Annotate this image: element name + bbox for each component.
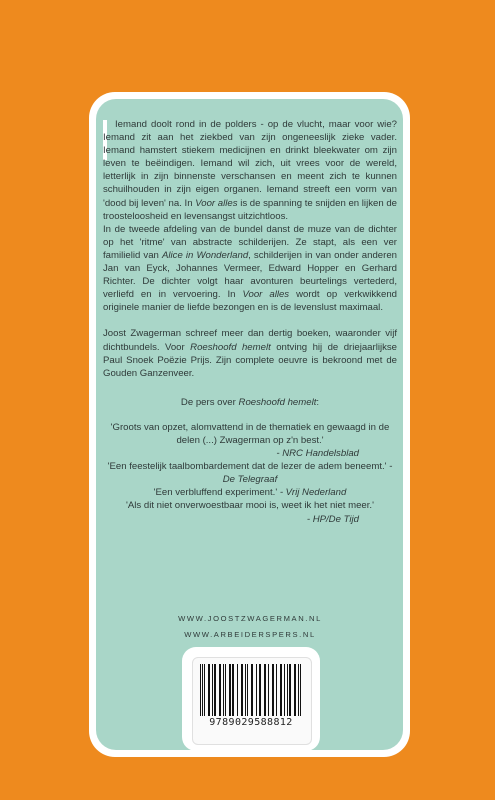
barcode-bar	[256, 664, 257, 716]
publisher-website: WWW.ARBEIDERSPERS.NL	[184, 630, 316, 639]
barcode-bar	[289, 664, 291, 716]
website-links	[103, 611, 397, 643]
barcode-bar	[247, 664, 248, 716]
barcode-bar	[276, 664, 277, 716]
press-quote: 'Een verbluffend experiment.' - Vrij Nederland	[153, 487, 347, 499]
barcode-bar	[208, 664, 210, 716]
blurb-paragraph-1: Iemand doolt rond in de polders - op de vlucht, maar voor wie? Iemand zit aan het ziekbed van zijn ongeneeslijk zieke vader. Iemand hamstert stiekem medicijnen en drinkt bleekwater om zijn leven te beëindigen. Iemand wil zich, uit vrees voor de wereld, letterlijk in zijn binnenste verschansen en meent zich te kunnen schuilhouden in zijn eigen organen. Iemand streeft een vorm van 'dood bij leven' na. In Voor alles is de spanning te snijden en lijken de troosteloosheid en levensangst uitzichtloos.	[103, 119, 398, 222]
barcode-bar	[272, 664, 274, 716]
blurb-paragraph-2: In de tweede afdeling van de bundel danst de muze van de dichter op het 'ritme' van abstracte schilderijen. Ze stapt, als een ver familielid van Alice in Wonderland, schilderijen in van onder anderen Jan van Eyck, Johannes Vermeer, Edward Hopper en Gerhard Richter. De dichter volgt haar avonturen beurtelings vertederd, verliefd en in vervoering. In Voor alles wordt op verkwikkend originele manier de liefde bezongen en is de levenslust maximaal.	[103, 223, 397, 314]
author-website: WWW.JOOSTZWAGERMAN.NL	[178, 614, 322, 623]
barcode-bar	[237, 664, 238, 716]
press-quote: 'Als dit niet onverwoestbaar mooi is, weet ik het niet meer.'	[126, 500, 374, 512]
barcode-bar	[251, 664, 253, 716]
barcode-bar	[202, 664, 203, 716]
barcode-bar	[259, 664, 261, 716]
press-quotes	[103, 421, 397, 526]
barcode-bar	[264, 664, 266, 716]
press-heading: De pers over Roeshoofd hemelt:	[180, 396, 320, 408]
barcode-bar	[287, 664, 288, 716]
barcode-bar	[300, 664, 301, 716]
barcode-bar	[212, 664, 213, 716]
press-quote-source: - HP/De Tijd	[306, 513, 359, 525]
press-quote-source: - Vrij Nederland	[277, 487, 347, 499]
press-quote-source: - NRC Handelsblad	[276, 448, 359, 460]
isbn-number: 9789029588812	[209, 717, 293, 728]
barcode-bar	[214, 664, 216, 716]
press-quote-source: - De Telegraaf	[222, 461, 393, 486]
barcode-bar	[219, 664, 221, 716]
barcode-bar	[225, 664, 226, 716]
barcode-bar	[232, 664, 234, 716]
barcode-bar	[245, 664, 246, 716]
barcode-bar	[268, 664, 269, 716]
barcode-bar	[229, 664, 231, 716]
author-bio: Joost Zwagerman schreef meer dan dertig boeken, waaronder vijf dichtbundels. Voor Roeshoofd hemelt ontving hij de driejaarlijkse Paul Snoek Poëzie Prijs. Zijn complete oeuvre is bekroond met de Gouden Ganzenveer.	[103, 328, 398, 379]
barcode-bar	[280, 664, 282, 716]
barcode-bar	[223, 664, 224, 716]
barcode-bar	[241, 664, 243, 716]
isbn-barcode	[200, 664, 302, 716]
blurb-content	[103, 118, 397, 526]
barcode-bar	[200, 664, 201, 716]
barcode-bar	[298, 664, 299, 716]
press-quote: 'Een feestelijk taalbombardement dat de lezer de adem beneemt.' - De Telegraaf	[107, 461, 393, 486]
barcode-bar	[284, 664, 285, 716]
barcode-bar	[204, 664, 205, 716]
barcode-bar	[294, 664, 296, 716]
press-quote: 'Groots van opzet, alomvattend in de thematiek en gewaagd in de delen (...) Zwagerman op z'n best.'	[110, 421, 390, 446]
